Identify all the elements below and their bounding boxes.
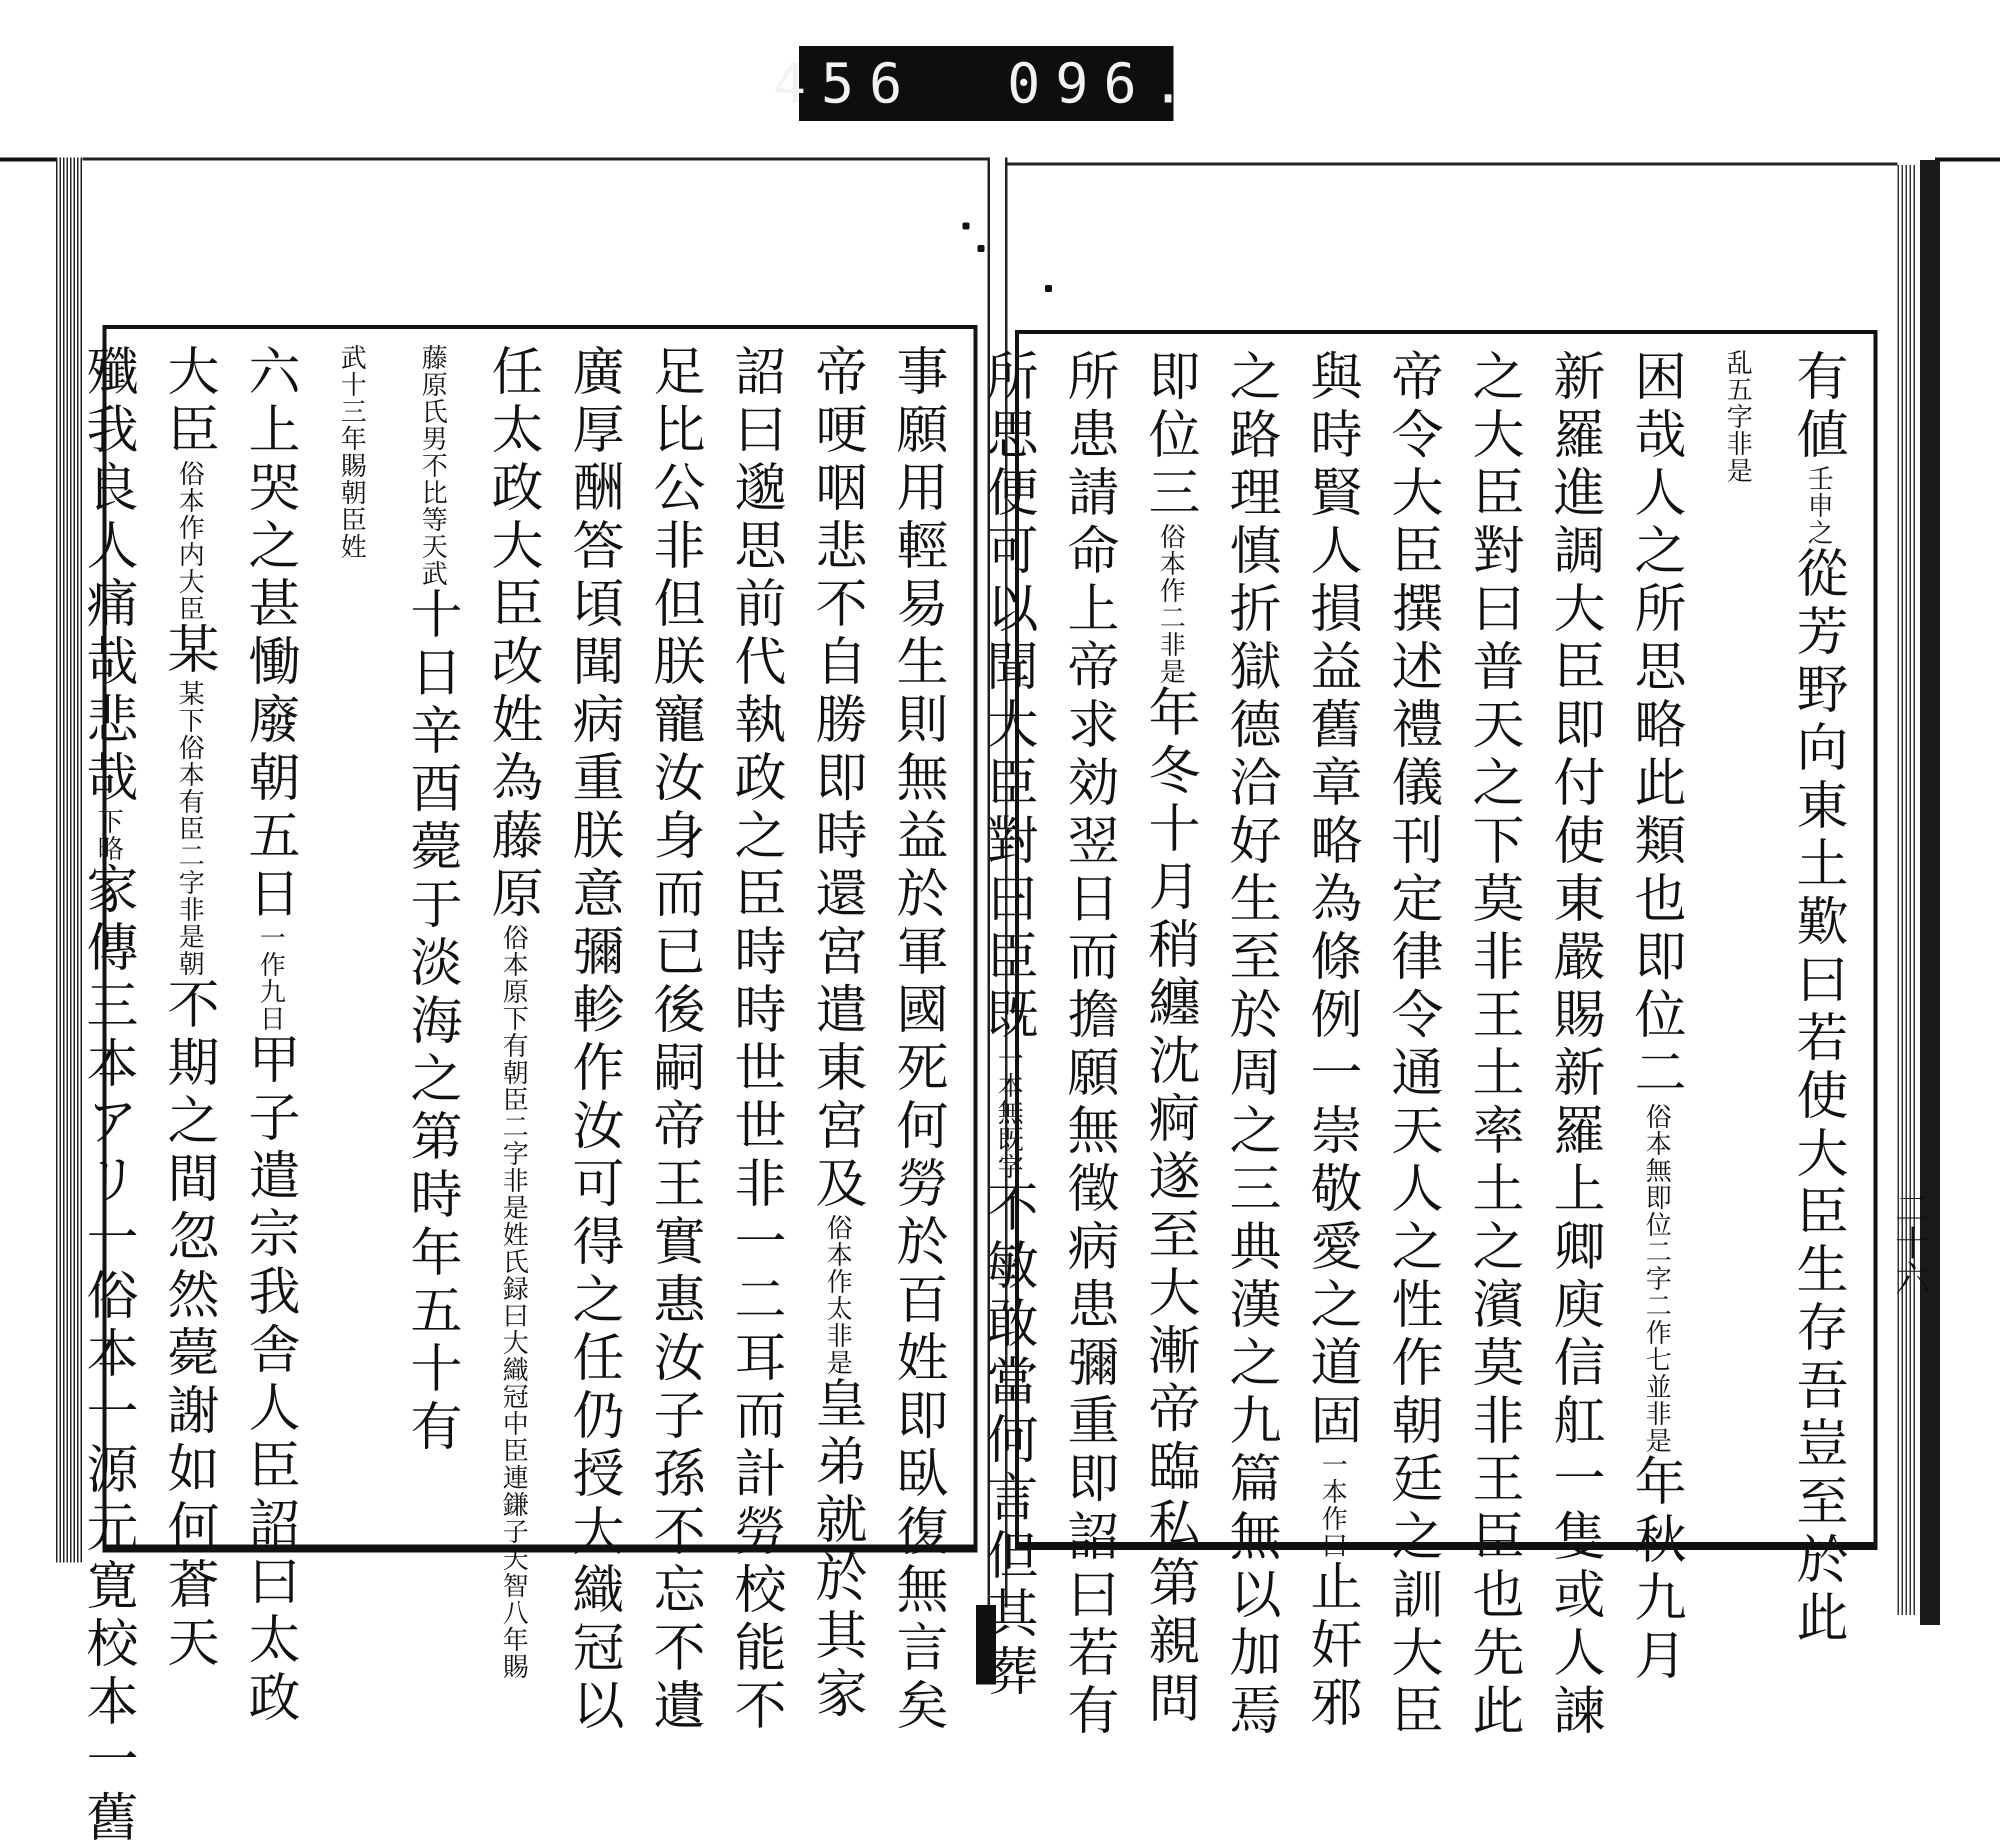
annotation-note: 武十三年賜朝臣姓 (336, 344, 366, 560)
column-text: 困哉人之所思略此類也即位二 (1626, 349, 1686, 1103)
annotation-note: 一本無既字 (993, 1045, 1023, 1180)
column-text: 皇弟就於其家 (806, 1376, 868, 1724)
ink-spot (1045, 285, 1052, 292)
annotation-note: 某下俗本有臣二字非是 (174, 680, 204, 950)
annotation-note: 俗本作二非是 (1155, 523, 1185, 685)
text-column (634, 344, 716, 1736)
page-edge-right (1898, 165, 1918, 1615)
text-column (148, 344, 230, 1673)
column-text: 與時賢人損益舊章略為條例一崇敬愛之道固 (1302, 349, 1362, 1451)
annotation-note: 一本作曰 (1317, 1451, 1347, 1559)
text-column (554, 344, 634, 1736)
annotation-note: 下略 (93, 808, 123, 862)
annotation-note: 俗本作太非是 (822, 1214, 852, 1376)
text-column (796, 344, 878, 1724)
archive-label-right: 096. (1007, 52, 1200, 116)
text-column (1372, 349, 1454, 1741)
archive-label (772, 46, 1200, 121)
ink-spot (978, 245, 984, 252)
column-text: 某 (158, 622, 220, 680)
text-column (1210, 349, 1292, 1741)
column-text: 家傳三本アリ一俗本一源元寛校本一舊 (78, 862, 138, 1848)
annotation-note: 俗本無即位二字二作七並非是 (1641, 1103, 1671, 1454)
column-text: 甲子遣宗我舎人臣詔曰太政 (240, 1032, 300, 1728)
text-column (1616, 349, 1696, 1686)
text-column (68, 344, 148, 1848)
column-text: 不期之間忽然薨謝如何蒼天 (158, 977, 220, 1673)
column-text: 年冬十月稍纏沈痾遂至大漸帝臨私第親問 (1140, 685, 1200, 1729)
text-column (392, 344, 472, 1530)
text-column (310, 344, 392, 1530)
column-text: 六上哭之甚慟廢朝五日 (240, 344, 300, 924)
column-text: 所患請命上帝求効翌日而擔願無徵病患彌重即詔曰若有 (1058, 349, 1120, 1741)
text-column (1696, 349, 1778, 1527)
column-text: 任太政大臣改姓為藤原 (482, 344, 544, 924)
text-column (1454, 349, 1534, 1741)
column-text: 有値 (1788, 349, 1848, 465)
text-column (230, 344, 310, 1728)
text-column (878, 344, 958, 1736)
text-column (1048, 349, 1130, 1741)
annotation-note: 俗本作内大臣 (174, 460, 204, 622)
column-text: 之大臣對曰普天之下莫非王土率土之濱莫非王臣也先此 (1464, 349, 1524, 1741)
annotation-note: 朝 (174, 950, 204, 977)
column-text: 詔曰邈思前代執政之臣時時世世非一二耳而計勞校能不 (726, 344, 786, 1736)
text-column (716, 344, 796, 1736)
column-text: 殲我良人痛哉悲哉 (78, 344, 138, 808)
column-text: 止奸邪 (1302, 1559, 1362, 1733)
annotation-note: 一作九日 (255, 924, 285, 1032)
annotation-note: 乱五字非是 (1722, 349, 1752, 484)
annotation-note: 藤原氏男不比等天武 (417, 344, 447, 587)
column-text: 帝令大臣撰述禮儀刊定律令通天人之性作朝廷之訓大臣 (1382, 349, 1444, 1741)
text-column (1778, 349, 1858, 1648)
column-text: 不敏敢當何言但其葬 (978, 1180, 1038, 1702)
rule-right (1935, 158, 2000, 162)
book-cover-edge (1920, 160, 1940, 1625)
text-column (968, 349, 1048, 1702)
right-text-frame (978, 330, 1878, 1741)
column-text: 大臣 (158, 344, 220, 460)
column-text: 年秋九月 (1626, 1454, 1686, 1686)
column-text: 即位三 (1140, 349, 1200, 523)
annotation-note: 俗本原下有朝臣二字非是姓氏録曰大織冠中臣連鎌子天智八年賜 (498, 924, 528, 1680)
annotation-note: 壬申之 (1803, 465, 1833, 546)
archive-label-left: 456 (772, 52, 918, 116)
folio-number: 二十六 (1890, 1190, 1930, 1295)
left-text-frame (78, 325, 978, 1848)
text-column (472, 344, 554, 1680)
column-text: 廣厚酬答頃聞病重朕意彌軫作汝可得之任仍授大織冠以 (564, 344, 624, 1736)
column-text: 足比公非但朕寵汝身而已後嗣帝王實惠汝子孫不忘不遺 (644, 344, 706, 1736)
column-text: 新羅進調大臣即付使東嚴賜新羅上卿庾信舡一隻或人諫 (1544, 349, 1606, 1741)
text-column (1534, 349, 1616, 1741)
column-text: 所思便可以聞大臣對曰臣既 (978, 349, 1038, 1045)
ink-spot (962, 222, 970, 230)
column-text: 從芳野向東土歎曰若使大臣生存吾豈至於此 (1788, 546, 1848, 1648)
text-column (1130, 349, 1210, 1729)
right-text-columns (978, 349, 1858, 1741)
column-text: 十日辛酉薨于淡海之第時年五十有 (402, 587, 462, 1457)
left-text-columns (78, 344, 958, 1848)
column-text: 之路理慎折獄德洽好生至於周之三典漢之九篇無以加焉 (1220, 349, 1282, 1741)
column-text: 帝哽咽悲不自勝即時還宮遣東宮及 (806, 344, 868, 1214)
text-column (1292, 349, 1372, 1733)
column-text: 事願用輕易生則無益於軍國死何勞於百姓即臥復無言矣 (888, 344, 948, 1736)
